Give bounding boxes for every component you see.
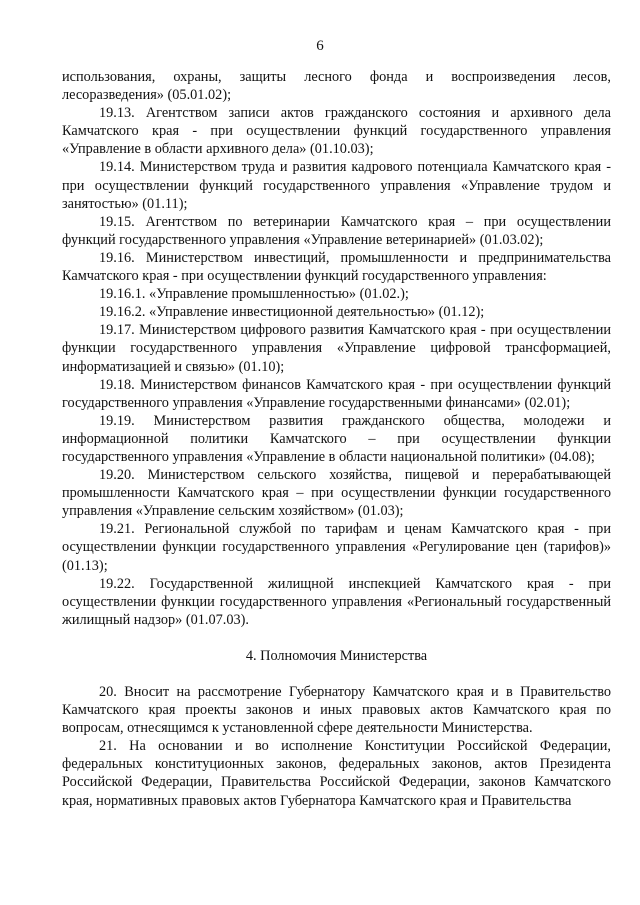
paragraph-19-16-1: 19.16.1. «Управление промышленностью» (01.02.); [99,286,409,303]
paragraph-19-19: 19.19. Министерством развития гражданского общества, молодежи и информационной политики Камчатского – при осуществлении функции государственного управления «Управление в области национальной политики» (04.08); [62,412,611,465]
paragraph-21: 21. На основании и во исполнение Конституции Российской Федерации, федеральных конституционных законов, федеральных законов, актов Президента Российской Федерации, Правительства Российской Федерации, законов Камчатского края, нормативных правовых актов Губернатора Камчатского края и Правительства [62,738,611,809]
section-heading: 4. Полномочия Министерства [245,647,428,664]
paragraph-20: 20. Вносит на рассмотрение Губернатору Камчатского края и в Правительство Камчатского края проекты законов и иных правовых актов Камчатского края по вопросам, отнесящимся к установленной сфере деятельности Министерства. [62,684,611,737]
page-number: 6 [316,38,324,54]
paragraph-19-18: 19.18. Министерством финансов Камчатского края - при осуществлении функций государственного управления «Управление государственными финансами» (02.01); [62,376,611,411]
paragraph-continuation: использования, охраны, защиты лесного фонда и воспроизведения лесов, лесоразведения» (05.01.02); [62,69,611,104]
paragraph-19-13: 19.13. Агентством записи актов гражданского состояния и архивного дела Камчатского края - при осуществлении функций государственного управления «Управление в области архивного дела» (01.10.03); [62,105,611,158]
paragraph-19-16: 19.16. Министерством инвестиций, промышленности и предпринимательства Камчатского края - при осуществлении функций государственного управления: [62,249,611,285]
paragraph-19-21: 19.21. Региональной службой по тарифам и ценам Камчатского края - при осуществлении функции государственного управления «Регулирование цен (тарифов)» (01.13); [62,521,611,574]
document-body [62,68,611,810]
paragraph-19-17: 19.17. Министерством цифрового развития Камчатского края - при осуществлении функции государственного управления «Управление цифровой трансформацией, информатизацией и связью» (01.10); [62,322,611,375]
paragraph-19-16-2: 19.16.2. «Управление инвестиционной деятельностью» (01.12); [99,304,485,321]
paragraph-19-22: 19.22. Государственной жилищной инспекцией Камчатского края - при осуществлении функции государственного управления «Региональный государственный жилищный надзор» (01.07.03). [62,575,611,628]
paragraph-19-20: 19.20. Министерством сельского хозяйства, пищевой и перерабатывающей промышленности Камчатского края – при осуществлении функции государственного управления «Управление сельским хозяйством» (01.03); [62,467,611,520]
paragraph-19-14: 19.14. Министерством труда и развития кадрового потенциала Камчатского края - при осуществлении функций государственного управления «Управление трудом и занятостью» (01.11); [62,159,611,212]
paragraph-19-15: 19.15. Агентством по ветеринарии Камчатского края – при осуществлении функций государственного управления «Управление ветеринарией» (01.03.02); [62,213,611,248]
